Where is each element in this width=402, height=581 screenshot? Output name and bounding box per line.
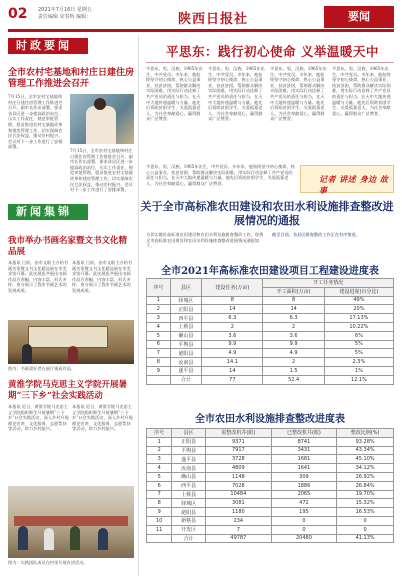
column-banner [300, 165, 394, 193]
table-cell: 1886 [271, 481, 337, 490]
table-cell: 驿城区 [170, 296, 202, 305]
table-cell: 5 [147, 472, 172, 481]
table-cell: 26.84% [337, 481, 394, 490]
table-cell: 平舆县 [172, 446, 206, 455]
table-row [147, 525, 394, 534]
table-cell [147, 534, 172, 543]
table-cell: 195 [271, 508, 337, 517]
table-cell: 确山县 [172, 472, 206, 481]
article-photo [70, 94, 134, 144]
section-label: 要闻 [324, 6, 394, 28]
table-cell: 正阳县 [170, 305, 202, 314]
feature-body-cont: 平思东，男，汉族，1965年出生，中共党员。多年来，他始终坚守初心使命，热心公益事业，扶贫济困，帮助群众解决实际困难，用实际行动诠释了共产党员的责任与担当，在天中大地传递温暖与力量。他先后资助贫困学生、关爱孤寡老人，为社会奉献爱心，赢得群众广泛赞誉。 [208, 66, 265, 122]
article-body-cont: 本报讯 日前，由市文联主办的书画名家暨文书文化精品展在市美术馆开幕。此次展览共展出书画作品百余幅，内容丰富、形式多样，充分展示了我市书画艺术的发展成果。 [72, 260, 132, 293]
table-cell: 20480 [271, 534, 337, 543]
table-cell: 472 [271, 499, 337, 508]
table-cell [147, 375, 171, 384]
table-cell: 41.13% [337, 534, 394, 543]
table-cell: 1148 [206, 472, 272, 481]
col-header: 已整改机井(眼) [271, 429, 337, 438]
table-row [147, 464, 394, 473]
article-headline: 黄淮学院马克思主义学院开展暑期“三下乡”社会实践活动 [8, 380, 128, 401]
table-cell: 9.9 [263, 340, 324, 349]
table-cell: 1% [324, 366, 393, 375]
table-cell: 7 [147, 490, 172, 499]
table-cell: 7 [206, 525, 272, 534]
report-intro: 为切实做好高标准农田建设和农田水利设施排查整改工作，现将全市高标准农田建设和农田水利设施排查整改进展情况通报如下。 [146, 232, 264, 249]
table-cell: 上蔡县 [170, 322, 202, 331]
table-cell: 14.1 [202, 358, 263, 367]
col-header: 序号 [147, 429, 172, 438]
table-cell: 19.70% [337, 490, 394, 499]
article-photo [8, 320, 134, 364]
report-note: 截至目前，各县区排查整改工作正在有序推进。 [272, 232, 360, 237]
table-cell: 3.6 [202, 331, 263, 340]
table-cell: 77 [202, 375, 263, 384]
table-cell: 3 [147, 455, 172, 464]
table-cell: 14 [202, 366, 263, 375]
banner-text: 记者 讲述 身边 故事 [319, 174, 389, 195]
table-cell: 3 [147, 314, 171, 323]
article-body-cont: 本报讯 近日，黄淮学院马克思主义学院组织师生开展暑期“三下乡”社会实践活动，深入乡村开展理论宣讲、文化服务、志愿帮扶等活动，助力乡村振兴。 [72, 404, 133, 432]
table-cell: 6% [324, 331, 393, 340]
table-cell: 4.9 [202, 349, 263, 358]
col-header: 县区 [170, 279, 202, 297]
table-cell: 7 [147, 349, 171, 358]
table-row [147, 349, 394, 358]
table-row [147, 499, 394, 508]
page-number: 02 [8, 6, 28, 22]
table-cell: 0 [271, 525, 337, 534]
table-cell: 6.3 [263, 314, 324, 323]
table-cell: 汝南县 [170, 358, 202, 367]
table-row [147, 358, 394, 367]
table-cell: 上蔡县 [172, 490, 206, 499]
table-cell: 15.32% [337, 499, 394, 508]
section-bar-news: 新闻集锦 [8, 204, 88, 220]
table-cell: 3728 [206, 455, 272, 464]
table-cell: 8 [147, 358, 171, 367]
table-cell: 8741 [271, 437, 337, 446]
col-header: 整改比例(%) [337, 429, 394, 438]
progress-table [146, 278, 394, 385]
article-headline: 全市农村宅基地和村庄日建住房管理工作推进会召开 [8, 68, 135, 89]
table-cell: 6 [147, 340, 171, 349]
table-cell: 49787 [206, 534, 272, 543]
table-cell: 10 [147, 516, 172, 525]
table-cell: 2 [263, 358, 324, 367]
col-header: 建设任务(万亩) [202, 279, 263, 297]
table-header-row [147, 279, 394, 288]
table-cell: 4 [147, 464, 172, 473]
feature-body-cont: 平思东，男，汉族，1965年出生，中共党员。多年来，他始终坚守初心使命，热心公益事业，扶贫济困，帮助群众解决实际困难，用实际行动诠释了共产党员的责任与担当，在天中大地传递温暖与力量。他先后资助贫困学生、关爱孤寡老人，为社会奉献爱心，赢得群众广泛赞誉。 [332, 66, 391, 116]
table-cell: 234 [206, 516, 272, 525]
article-body-cont: 7月15日，全市农村宅基地和村庄日建住房管理工作推进会召开。副市长作出部署，要求各县区进一步提高政治站位，压实工作责任，规范审批管理，稳妥推进农村宅基地改革和建房管理工作，切实保障农民合法权益，推动乡村振兴。会议对下一步工作进行了安排部署。 [70, 148, 133, 193]
table-cell: 4.9 [263, 349, 324, 358]
table-cell: 0 [337, 516, 394, 525]
table-row [147, 340, 394, 349]
table-cell: 5% [324, 349, 393, 358]
table-cell: 9 [147, 508, 172, 517]
table-row [147, 534, 394, 543]
table-row [147, 490, 394, 499]
table-cell: 2 [263, 322, 324, 331]
table-row [147, 481, 394, 490]
article-headline: 我市举办书画名家暨文书文化精品展 [8, 236, 128, 257]
table-cell: 4 [147, 322, 171, 331]
table-cell: 2065 [271, 490, 337, 499]
table-cell: 西平县 [172, 481, 206, 490]
table-row [147, 366, 394, 375]
table-cell: 93.28% [337, 437, 394, 446]
table-row [147, 472, 394, 481]
table-cell: 5% [324, 340, 393, 349]
table-cell: 52.4 [263, 375, 324, 384]
feature-body-cont: 平思东，男，汉族，1965年出生，中共党员。多年来，他始终坚守初心使命，热心公益事业，扶贫济困，帮助群众解决实际困难，用实际行动诠释了共产党员的责任与担当，在天中大地传递温暖与力量。他先后资助贫困学生、关爱孤寡老人，为社会奉献爱心，赢得群众广泛赞誉。 [270, 66, 327, 122]
table-cell: 9371 [206, 437, 272, 446]
table-row [147, 305, 394, 314]
table-row [147, 446, 394, 455]
section-bar-politics: 时政要闻 [8, 38, 88, 54]
table1-title: 全市2021年高标准农田建设项目工程建设进度表 [161, 266, 379, 277]
table-cell: 7917 [206, 446, 272, 455]
table-cell: 遂平县 [170, 366, 202, 375]
divider [146, 62, 394, 63]
header-editor: 责任编辑 宋春辉 编辑： [38, 14, 92, 20]
table-cell: 5 [147, 331, 171, 340]
page-header [8, 4, 394, 32]
table-cell: 2.3% [324, 358, 393, 367]
table-cell: 26.92% [337, 472, 394, 481]
table-cell: 0 [337, 525, 394, 534]
table-cell: 6.3 [202, 314, 263, 323]
table-cell: 平舆县 [170, 340, 202, 349]
group-header: 开工任务情况 [263, 279, 394, 288]
table-cell: 16.53% [337, 508, 394, 517]
table-row [147, 437, 394, 446]
table-cell: 10.22% [324, 322, 393, 331]
table-cell: 10484 [206, 490, 272, 499]
masthead: 陕西日报社 [178, 12, 249, 27]
table-row [147, 508, 394, 517]
table-row [147, 375, 394, 384]
header-meta [38, 7, 92, 21]
header-date: 2021年7月16日 星期五 [38, 7, 92, 13]
table-row [147, 516, 394, 525]
table-row [147, 314, 394, 323]
table-cell: 12.1% [324, 375, 393, 384]
table-cell: 8 [147, 499, 172, 508]
column-divider [138, 36, 139, 576]
table-cell: 1641 [271, 464, 337, 473]
table-cell: 14 [263, 305, 324, 314]
table-cell: 合计 [170, 375, 202, 384]
col-header: 序号 [147, 279, 171, 297]
report-title: 关于全市高标准农田建设和农田水利设施排查整改进展情况的通报 [140, 200, 394, 227]
table-cell: 2 [147, 305, 171, 314]
table-cell: 开发区 [172, 525, 206, 534]
col-header: 需整改机井(眼) [206, 429, 272, 438]
table-cell: 43.34% [337, 446, 394, 455]
table-cell: 8 [263, 296, 324, 305]
table-cell: 0 [271, 516, 337, 525]
table-cell: 合计 [172, 534, 206, 543]
table-cell: 正阳县 [172, 437, 206, 446]
article-body: 本报讯 近日，黄淮学院马克思主义学院组织师生开展暑期“三下乡”社会实践活动，深入乡村开展理论宣讲、文化服务、志愿帮扶等活动，助力乡村振兴。 [8, 404, 69, 432]
table-cell: 4809 [206, 464, 272, 473]
photo-caption: 图为：书画爱好者在展厅观看作品。 [8, 366, 76, 371]
irrigation-table [146, 428, 394, 543]
table-cell: 34.12% [337, 464, 394, 473]
table-cell: 17.13% [324, 314, 393, 323]
table-cell: 1 [147, 296, 171, 305]
table-cell: 45.10% [337, 455, 394, 464]
feature-body-cont: 平思东，男，汉族，1965年出生，中共党员。多年来，他始终坚守初心使命，热心公益事业，扶贫济困，帮助群众解决实际困难，用实际行动诠释了共产党员的责任与担当，在天中大地传递温暖与力量。他先后资助贫困学生、关爱孤寡老人，为社会奉献爱心，赢得群众广泛赞誉。 [146, 164, 295, 186]
table-cell: 1180 [206, 508, 272, 517]
table-cell: 20% [324, 305, 393, 314]
table-row [147, 322, 394, 331]
table-header-row [147, 429, 394, 438]
table-cell: 1 [147, 437, 172, 446]
table-cell: 7028 [206, 481, 272, 490]
table-cell: 6 [147, 481, 172, 490]
table-cell: 3.6 [263, 331, 324, 340]
table-cell: 9.9 [202, 340, 263, 349]
table-cell: 西平县 [170, 314, 202, 323]
table-cell: 驿城区 [172, 499, 206, 508]
table-row [147, 331, 394, 340]
table-cell: 8 [202, 296, 263, 305]
table-row [147, 455, 394, 464]
col-header: 开工面积(万亩) [263, 287, 324, 296]
table-row [147, 296, 394, 305]
table-cell: 1681 [271, 455, 337, 464]
article-body: 本报讯 日前，由市文联主办的书画名家暨文书文化精品展在市美术馆开幕。此次展览共展出书画作品百余幅，内容丰富、形式多样，充分展示了我市书画艺术的发展成果。 [8, 260, 68, 293]
table-cell: 11 [147, 525, 172, 534]
photo-caption: 图为：实践团队成员在村里开展宣讲活动。 [8, 560, 88, 565]
table-cell: 49% [324, 296, 393, 305]
table-cell: 汝南县 [172, 464, 206, 473]
table-cell: 2 [202, 322, 263, 331]
article-body: 7月15日，全市农村宅基地和村庄日建住房管理工作推进会召开。副市长作出部署，要求各县区进一步提高政治站位，压实工作责任，规范审批管理，稳妥推进农村宅基地改革和建房管理工作，切实保障农民合法权益，推动乡村振兴。会议对下一步工作进行了安排部署。 [8, 94, 63, 150]
article-photo [8, 486, 134, 558]
table-cell: 泌阳县 [172, 508, 206, 517]
table-cell: 泌阳县 [170, 349, 202, 358]
table-cell: 309 [271, 472, 337, 481]
feature-body: 平思东，男，汉族，1965年出生，中共党员。多年来，他始终坚守初心使命，热心公益事业，扶贫济困，帮助群众解决实际困难，用实际行动诠释了共产党员的责任与担当，在天中大地传递温暖与力量。他先后资助贫困学生、关爱孤寡老人，为社会奉献爱心，赢得群众广泛赞誉。 [146, 66, 203, 122]
table-cell: 确山县 [170, 331, 202, 340]
col-header: 县区 [172, 429, 206, 438]
table-cell: 9 [147, 366, 171, 375]
table2-title: 全市农田水利设施排查整改进度表 [195, 414, 345, 425]
table-cell: 2 [147, 446, 172, 455]
table-cell: 遂平县 [172, 455, 206, 464]
table-cell: 新蔡县 [172, 516, 206, 525]
table-cell: 14 [202, 305, 263, 314]
table-cell: 1.5 [263, 366, 324, 375]
table-cell: 3081 [206, 499, 272, 508]
feature-headline: 平思东：践行初心使命 义举温暖天中 [166, 44, 379, 59]
table-cell: 3431 [271, 446, 337, 455]
col-header: 建设进度(百分比) [324, 287, 393, 296]
